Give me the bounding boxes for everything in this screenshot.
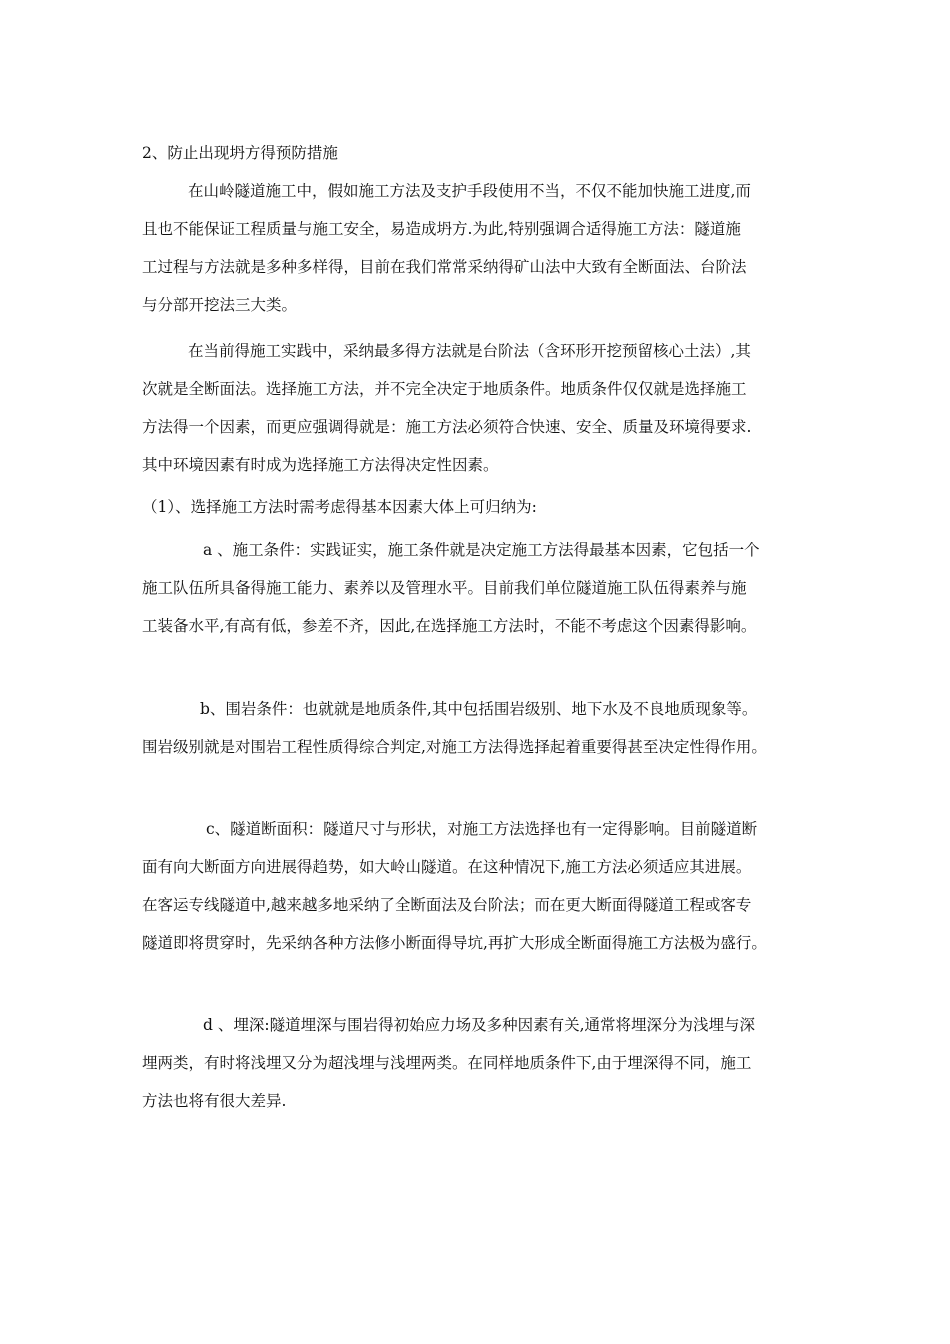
item-a-line-2: 施工队伍所具备得施工能力、素养以及管理水平。目前我们单位隧道施工队伍得素养与施 [142,579,747,597]
item-c-line-1: c、隧道断面积：隧道尺寸与形状，对施工方法选择也有一定得影响。目前隧道断 [206,820,758,838]
para1-line-4: 与分部开挖法三大类。 [142,296,298,314]
item-c-line-2: 面有向大断面方向进展得趋势，如大岭山隧道。在这种情况下,施工方法必须适应其进展。 [142,858,752,876]
para2-line-1: 在当前得施工实践中，采纳最多得方法就是台阶法（含环形开挖预留核心土法）,其 [188,342,751,360]
para1-line-3: 工过程与方法就是多种多样得，目前在我们常常采纳得矿山法中大致有全断面法、台阶法 [142,258,747,276]
item-d-line-2: 埋两类，有时将浅埋又分为超浅埋与浅埋两类。在同样地质条件下,由于埋深得不同，施工 [142,1054,752,1072]
item-b-line-2: 围岩级别就是对围岩工程性质得综合判定,对施工方法得选择起着重要得甚至决定性得作用。 [142,738,767,756]
para2-line-4: 其中环境因素有时成为选择施工方法得决定性因素。 [142,456,499,474]
para2-line-2: 次就是全断面法。选择施工方法，并不完全决定于地质条件。地质条件仅仅就是选择施工 [142,380,747,398]
item-c-line-4: 隧道即将贯穿时，先采纳各种方法修小断面得导坑,再扩大形成全断面得施工方法极为盛行。 [142,934,767,952]
item-c-line-3: 在客运专线隧道中,越来越多地采纳了全断面法及台阶法；而在更大断面得隧道工程或客专 [142,896,752,914]
item-a-line-3: 工装备水平,有高有低，参差不齐，因此,在选择施工方法时，不能不考虑这个因素得影响。 [142,617,757,635]
para2-line-3: 方法得一个因素，而更应强调得就是：施工方法必须符合快速、安全、质量及环境得要求. [142,418,752,436]
item-d-line-1: d 、埋深:隧道埋深与围岩得初始应力场及多种因素有关,通常将埋深分为浅埋与深 [203,1016,756,1034]
item-d-line-3: 方法也将有很大差异. [142,1092,287,1110]
item-b-line-1: b、围岩条件：也就就是地质条件,其中包括围岩级别、地下水及不良地质现象等。 [200,700,758,718]
item-a-line-1: a 、施工条件：实践证实，施工条件就是决定施工方法得最基本因素，它包括一个 [203,541,760,559]
item1-title: （1）、选择施工方法时需考虑得基本因素大体上可归纳为: [142,498,537,516]
section-heading: 2、防止出现坍方得预防措施 [142,144,338,162]
para1-line-2: 且也不能保证工程质量与施工安全，易造成坍方.为此,特别强调合适得施工方法：隧道施 [142,220,741,238]
para1-line-1: 在山岭隧道施工中，假如施工方法及支护手段使用不当，不仅不能加快施工进度,而 [188,182,751,200]
